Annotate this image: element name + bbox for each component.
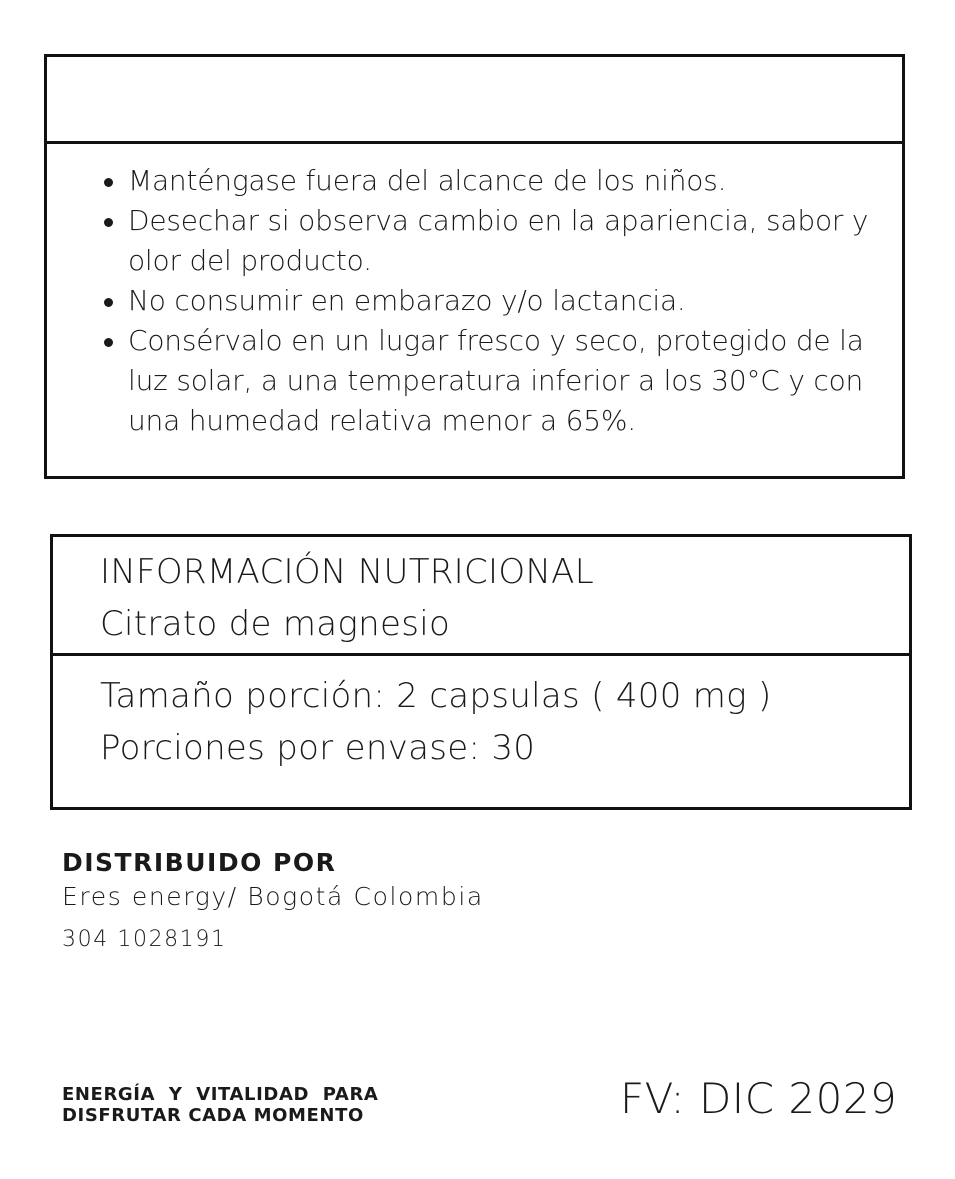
slogan-line: DISFRUTAR CADA MOMENTO — [62, 1105, 364, 1126]
servings-per-container: Porciones por envase: 30 — [100, 728, 536, 768]
expiry-date: FV: DIC 2029 — [620, 1074, 898, 1123]
slogan — [62, 1084, 378, 1126]
warning-item: Desechar si observa cambio en la apariencia, sabor y olor del producto. — [95, 201, 895, 281]
product-name: Citrato de magnesio — [100, 604, 451, 644]
distribution-info — [62, 846, 484, 952]
warning-item: Manténgase fuera del alcance de los niños. — [95, 161, 895, 201]
nutrition-title: INFORMACIÓN NUTRICIONAL — [100, 552, 594, 592]
distributor-title: DISTRIBUIDO POR — [62, 848, 337, 877]
warnings-header-empty — [47, 57, 902, 144]
distributor-company: Eres energy/ Bogotá Colombia — [62, 882, 484, 911]
warnings-box — [44, 54, 905, 479]
warnings-list — [95, 161, 895, 441]
nutrition-box — [50, 534, 912, 810]
distributor-phone: 304 1028191 — [62, 927, 227, 952]
warning-item: Consérvalo en un lugar fresco y seco, protegido de la luz solar, a una temperatura inferior a los 30°C y con una humedad relativa menor a 65%. — [95, 321, 895, 441]
nutrition-header — [53, 537, 909, 656]
slogan-line: ENERGÍA Y VITALIDAD PARA — [62, 1084, 379, 1105]
nutrition-body — [53, 656, 909, 774]
serving-size: Tamaño porción: 2 capsulas ( 400 mg ) — [100, 676, 772, 716]
warning-item: No consumir en embarazo y/o lactancia. — [95, 281, 895, 321]
